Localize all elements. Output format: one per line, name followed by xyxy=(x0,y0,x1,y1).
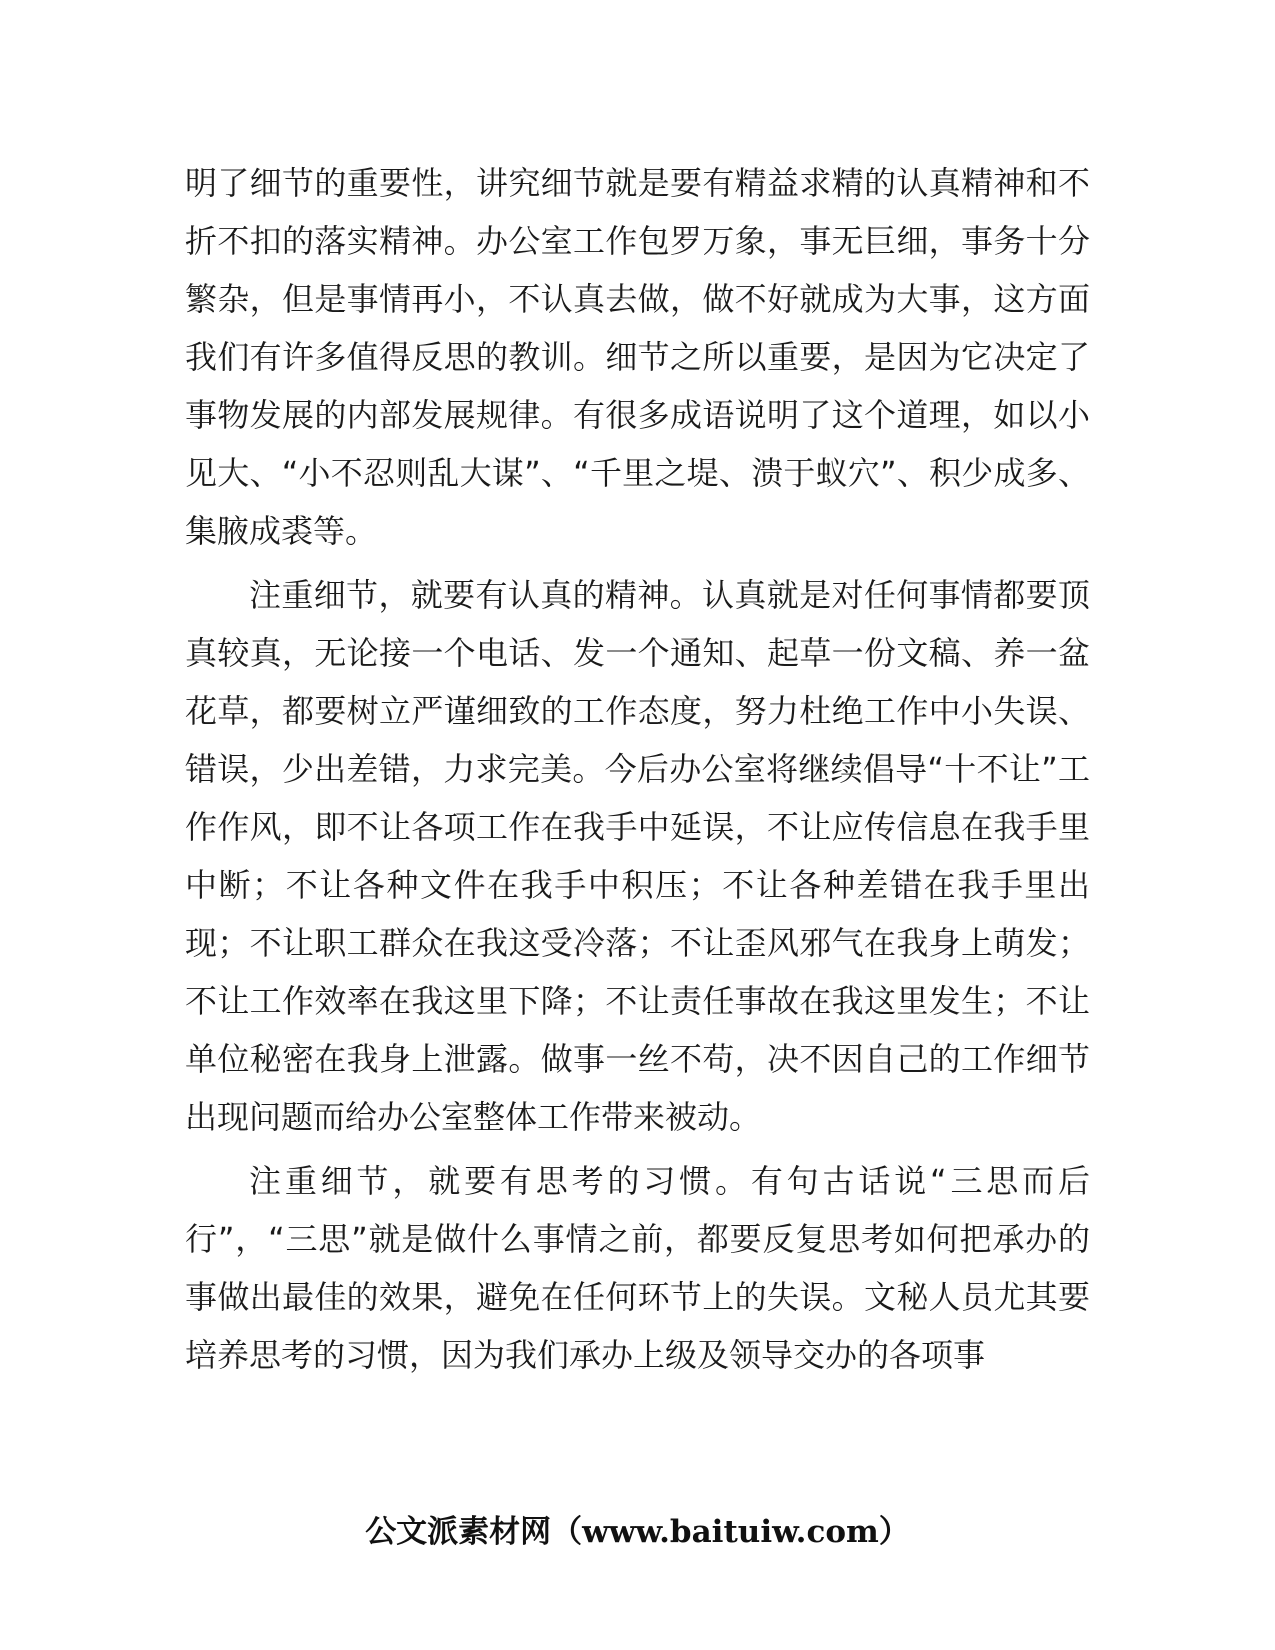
paragraph-1: 明了细节的重要性，讲究细节就是要有精益求精的认真精神和不折不扣的落实精神。办公室工作包罗万象，事无巨细，事务十分繁杂，但是事情再小，不认真去做，做不好就成为大事，这方面我们有许多值得反思的教训。细节之所以重要，是因为它决定了事物发展的内部发展规律。有很多成语说明了这个道理，如以小见大、“小不忍则乱大谋”、“千里之堤、溃于蚁穴”、积少成多、集腋成裘等。 xyxy=(185,164,1090,550)
paragraph-3: 注重细节，就要有思考的习惯。有句古话说“三思而后行”，“三思”就是做什么事情之前，都要反复思考如何把承办的事做出最佳的效果，避免在任何环节上的失误。文秘人员尤其要培养思考的习惯，因为我们承办上级及领导交办的各项事 xyxy=(185,1162,1090,1374)
footer-watermark: 公文派素材网（www.baituiw.com） xyxy=(365,1514,910,1550)
paragraph-2: 注重细节，就要有认真的精神。认真就是对任何事情都要顶真较真，无论接一个电话、发一个通知、起草一份文稿、养一盆花草，都要树立严谨细致的工作态度，努力杜绝工作中小失误、错误，少出差错，力求完美。今后办公室将继续倡导“十不让”工作作风，即不让各项工作在我手中延误，不让应传信息在我手里中断；不让各种文件在我手中积压；不让各种差错在我手里出现；不让职工群众在我这受冷落；不让歪风邪气在我身上萌发；不让工作效率在我这里下降；不让责任事故在我这里发生；不让单位秘密在我身上泄露。做事一丝不苟，决不因自己的工作细节出现问题而给办公室整体工作带来被动。 xyxy=(185,576,1090,1136)
document-body xyxy=(185,154,1090,1390)
